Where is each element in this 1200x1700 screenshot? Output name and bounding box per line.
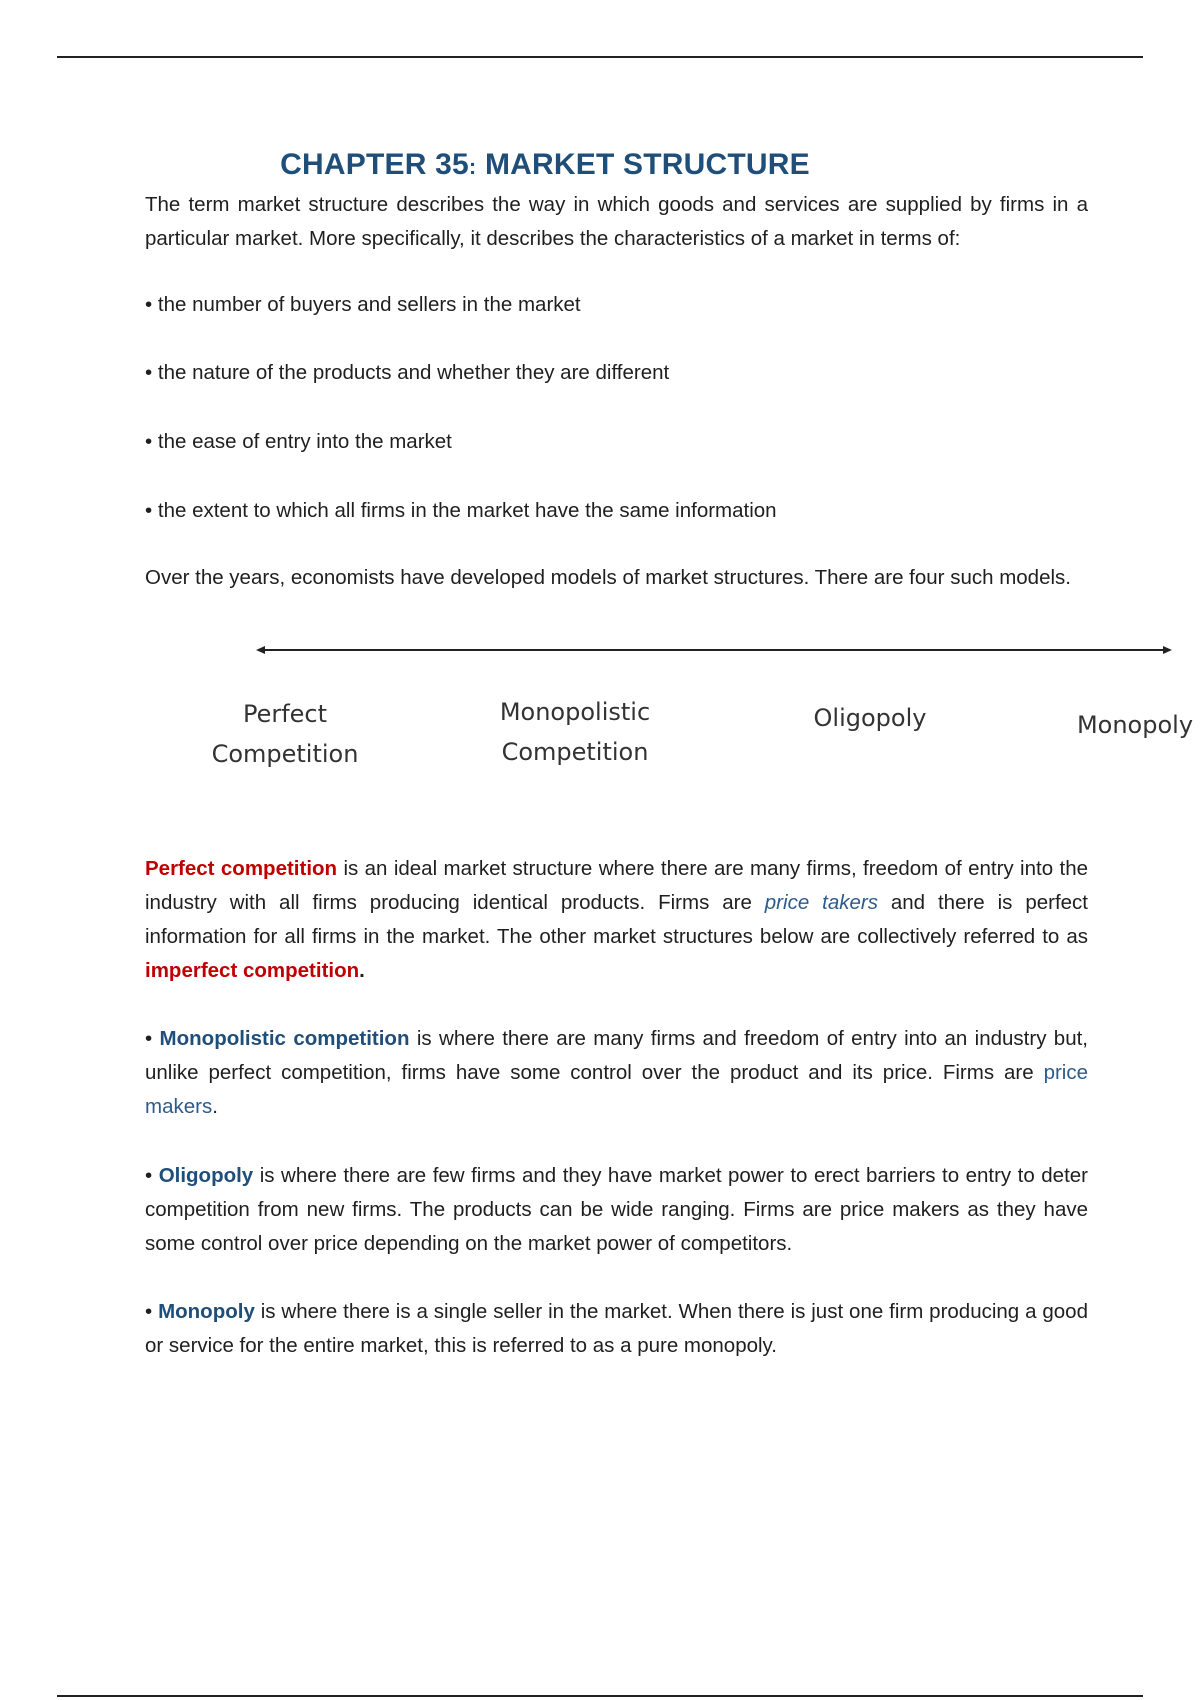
characteristic-item: • the nature of the products and whether they are different: [145, 361, 670, 384]
top-rule: [57, 56, 1143, 58]
page-title: CHAPTER 35: MARKET STRUCTURE: [280, 148, 810, 181]
perfect-competition-paragraph: Perfect competition is an ideal market structure where there are many firms, freedom of entry into the industry with all firms producing identical products. Firms are price takers and there is perfect information for all firms in the market. The other market structures below are collectively referred to as imperfect competition.: [145, 857, 1088, 982]
scale-label-monopoly: Monopoly: [1076, 711, 1194, 739]
scale-label-perfect-competition: Perfect Competition: [211, 700, 359, 768]
scale-arrow-right-head: [1163, 646, 1172, 654]
bottom-rule: [57, 1695, 1143, 1697]
scale-arrow-left-head: [256, 646, 265, 654]
term-monopoly: Monopoly: [158, 1300, 255, 1323]
characteristic-item: • the ease of entry into the market: [145, 430, 452, 453]
term-oligopoly: Oligopoly: [158, 1164, 254, 1187]
term-perfect-competition: Perfect competition: [145, 857, 338, 880]
characteristic-item: • the extent to which all firms in the market have the same information: [145, 499, 777, 522]
term-price-makers: price makers: [145, 1061, 1088, 1118]
scale-label-oligopoly: Oligopoly: [813, 704, 927, 732]
models-intro-paragraph: Over the years, economists have developed models of market structures. There are four such models.: [145, 566, 1071, 589]
monopoly-paragraph: • Monopoly is where there is a single seller in the market. When there is just one firm producing a good or service for the entire market, this is referred to as a pure monopoly.: [145, 1300, 1088, 1357]
scale-label-monopolistic-competition: Monopolistic Competition: [499, 698, 651, 766]
term-monopolistic-competition: Monopolistic competition: [159, 1027, 410, 1050]
monopolistic-competition-paragraph: • Monopolistic competition is where there are many firms and freedom of entry into an industry but, unlike perfect competition, firms have some control over the product and its price. Firms are price makers.: [145, 1027, 1089, 1118]
term-imperfect-competition: imperfect competition: [145, 959, 360, 982]
intro-paragraph: The term market structure describes the way in which goods and services are supplied by firms in a particular market. More specifically, it describes the characteristics of a market in terms of:: [145, 193, 1088, 250]
term-price-takers: price takers: [764, 891, 878, 914]
oligopoly-paragraph: • Oligopoly is where there are few firms and they have market power to erect barriers to entry to deter competition from new firms. The products can be wide ranging. Firms are price makers as they have some control over price depending on the market power of competitors.: [145, 1164, 1088, 1255]
characteristic-item: • the number of buyers and sellers in the market: [145, 293, 581, 316]
